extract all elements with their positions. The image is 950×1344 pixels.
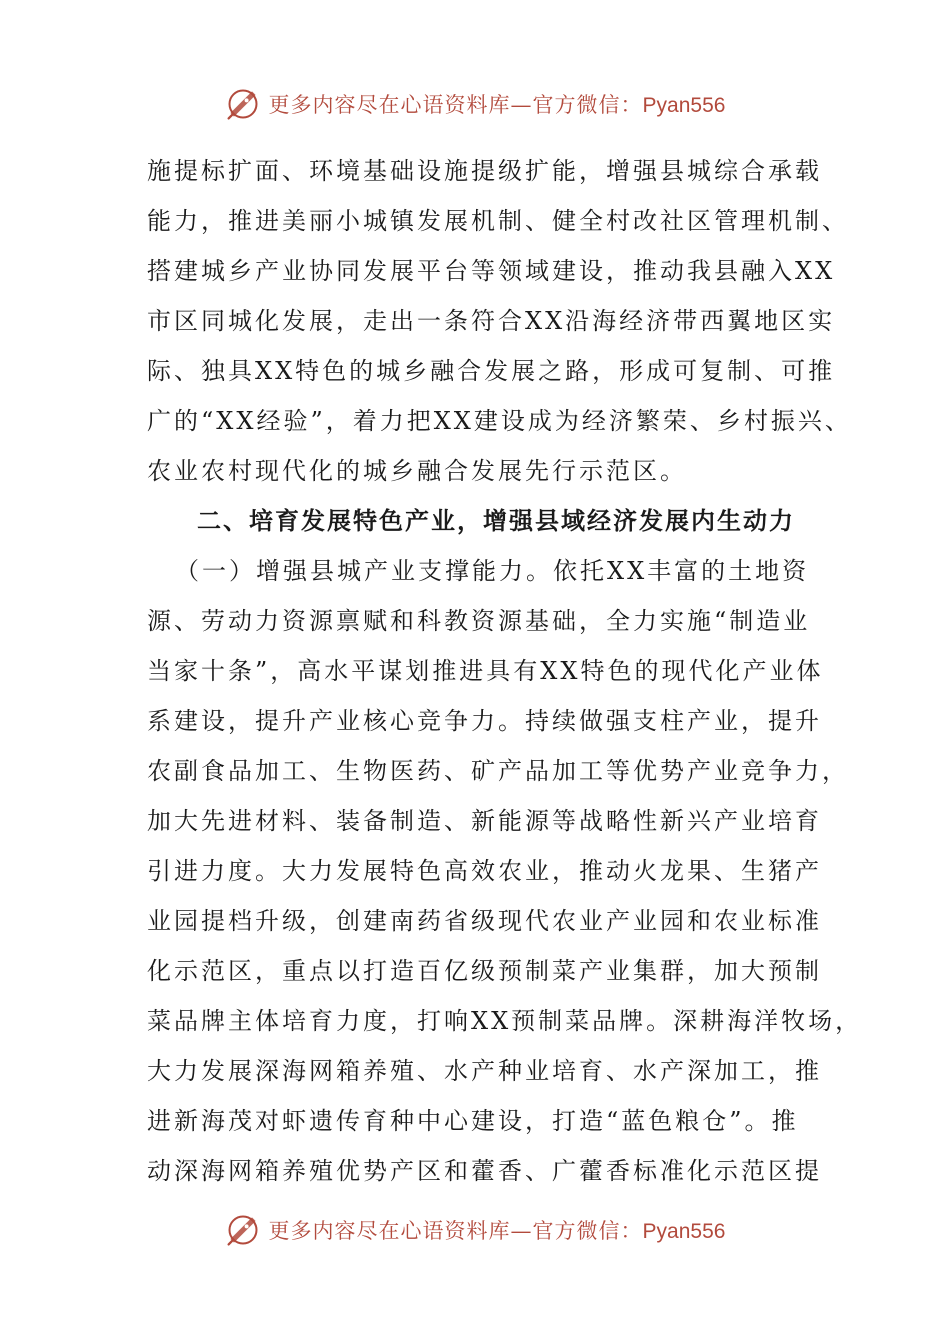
- pen-logo-icon: [225, 1212, 261, 1248]
- text-line: 农副食品加工、生物医药、矿产品加工等优势产业竞争力，: [147, 757, 849, 785]
- text-line: 大力发展深海网箱养殖、水产种业培育、水产深加工，推: [147, 1057, 822, 1085]
- text-line: 当家十条”，高水平谋划推进具有XX特色的现代化产业体: [147, 657, 824, 685]
- watermark-text: [269, 89, 726, 119]
- text-line: 施提标扩面、环境基础设施提级扩能，增强县城综合承载: [147, 157, 822, 185]
- watermark-footer: [0, 1208, 950, 1252]
- text-line: 进新海茂对虾遗传育种中心建设，打造“蓝色粮仓”。推: [147, 1107, 799, 1135]
- text-line: 加大先进材料、装备制造、新能源等战略性新兴产业培育: [147, 807, 822, 835]
- watermark-label: 更多内容尽在心语资料库—官方微信：: [268, 93, 643, 117]
- text-line: 动深海网箱养殖优势产区和藿香、广藿香标准化示范区提: [147, 1157, 822, 1185]
- watermark-handle: Pyan556: [642, 1220, 726, 1243]
- text-line: 引进力度。大力发展特色高效农业，推动火龙果、生猪产: [147, 857, 822, 885]
- text-line: （一）增强县城产业支撑能力。依托XX丰富的土地资: [175, 557, 810, 585]
- watermark-handle: Pyan556: [642, 94, 726, 117]
- text-line: 农业农村现代化的城乡融合发展先行示范区。: [147, 457, 687, 485]
- document-body: [147, 146, 863, 1196]
- pen-logo-icon: [225, 86, 261, 122]
- text-line: 菜品牌主体培育力度，打响XX预制菜品牌。深耕海洋牧场，: [147, 1007, 863, 1035]
- text-line: 搭建城乡产业协同发展平台等领域建设，推动我县融入XX: [147, 257, 836, 285]
- section-heading: 二、培育发展特色产业，增强县域经济发展内生动力: [197, 506, 795, 535]
- text-line: 业园提档升级，创建南药省级现代农业产业园和农业标准: [147, 907, 822, 935]
- watermark-label: 更多内容尽在心语资料库—官方微信：: [268, 1219, 643, 1243]
- text-line: 际、独具XX特色的城乡融合发展之路，形成可复制、可推: [147, 357, 836, 385]
- text-line: 广的“XX经验”，着力把XX建设成为经济繁荣、乡村振兴、: [147, 407, 852, 435]
- text-line: 系建设，提升产业核心竞争力。持续做强支柱产业，提升: [147, 707, 822, 735]
- watermark-text: [269, 1215, 726, 1245]
- watermark-header: [0, 82, 950, 126]
- text-line: 能力，推进美丽小城镇发展机制、健全村改社区管理机制、: [147, 207, 849, 235]
- text-line: 市区同城化发展，走出一条符合XX沿海经济带西翼地区实: [147, 307, 836, 335]
- text-line: 化示范区，重点以打造百亿级预制菜产业集群，加大预制: [147, 957, 822, 985]
- text-line: 源、劳动力资源禀赋和科教资源基础，全力实施“制造业: [147, 607, 811, 635]
